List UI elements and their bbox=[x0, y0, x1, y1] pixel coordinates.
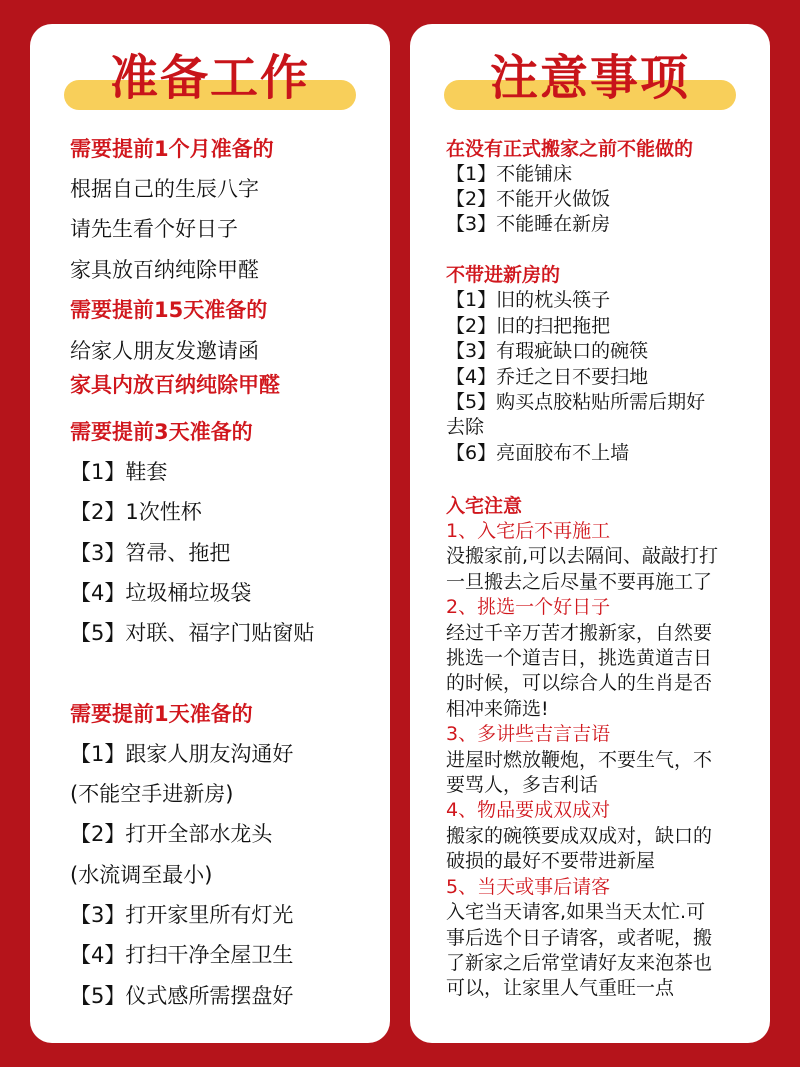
list-item: 【3】有瑕疵缺口的碗筷 bbox=[446, 340, 649, 362]
tip-line: 可以，让家里人气重旺一点 bbox=[446, 977, 675, 999]
tip-title: 1、入宅后不再施工 bbox=[446, 520, 611, 542]
right-header bbox=[410, 24, 770, 134]
list-item: 【2】打开全部水龙头 bbox=[70, 822, 273, 846]
section-heading: 需要提前1天准备的 bbox=[70, 702, 253, 726]
list-item: 【5】仪式感所需摆盘好 bbox=[70, 984, 294, 1008]
list-item: 【1】旧的枕头筷子 bbox=[446, 289, 611, 311]
list-item: 请先生看个好日子 bbox=[70, 217, 238, 241]
list-item: 【3】不能睡在新房 bbox=[446, 213, 611, 235]
list-item: 【5】对联、福字门贴窗贴 bbox=[70, 621, 315, 645]
tip-line: 没搬家前,可以去隔间、敲敲打打 bbox=[446, 545, 719, 567]
list-item: 【2】1次性杯 bbox=[70, 500, 202, 524]
tip-title: 4、物品要成双成对 bbox=[446, 799, 611, 821]
left-header bbox=[30, 24, 390, 134]
tip-line: 相冲来筛选! bbox=[446, 698, 549, 720]
list-item: 【1】跟家人朋友沟通好 bbox=[70, 742, 294, 766]
section-heading: 入宅注意 bbox=[446, 495, 523, 517]
section-heading: 需要提前3天准备的 bbox=[70, 420, 253, 444]
list-item: (水流调至最小) bbox=[70, 863, 213, 887]
list-item: 给家人朋友发邀请函 bbox=[70, 339, 259, 363]
section-heading: 需要提前1个月准备的 bbox=[70, 137, 274, 161]
list-item: 去除 bbox=[446, 416, 485, 438]
right-card bbox=[410, 24, 770, 1043]
section-heading: 在没有正式搬家之前不能做的 bbox=[446, 138, 694, 160]
tip-line: 入宅当天请客,如果当天太忙.可 bbox=[446, 901, 706, 923]
left-card bbox=[30, 24, 390, 1043]
tip-line: 经过千辛万苦才搬新家，自然要 bbox=[446, 622, 713, 644]
tip-line: 搬家的碗筷要成双成对，缺口的 bbox=[446, 825, 713, 847]
list-item: 【5】购买点胶粘贴所需后期好 bbox=[446, 391, 706, 413]
tip-line: 了新家之后常堂请好友来泡茶也 bbox=[446, 952, 713, 974]
list-item: 【3】笤帚、拖把 bbox=[70, 541, 231, 565]
tip-line: 破损的最好不要带进新屋 bbox=[446, 850, 656, 872]
tip-line: 事后选个日子请客，或者呢，搬 bbox=[446, 927, 713, 949]
tip-title: 5、当天或事后请客 bbox=[446, 876, 611, 898]
list-item: 【4】乔迁之日不要扫地 bbox=[446, 366, 649, 388]
tip-line: 进屋时燃放鞭炮，不要生气，不 bbox=[446, 749, 713, 771]
list-item: 家具放百纳纯除甲醛 bbox=[70, 258, 259, 282]
tip-line: 挑选一个道吉日，挑选黄道吉日 bbox=[446, 647, 713, 669]
section-heading: 不带进新房的 bbox=[446, 264, 561, 286]
tip-line: 要骂人，多吉利话 bbox=[446, 774, 599, 796]
tip-line: 一旦搬去之后尽量不要再施工了 bbox=[446, 571, 713, 593]
list-item: 【3】打开家里所有灯光 bbox=[70, 903, 294, 927]
list-item: 【6】亮面胶布不上墙 bbox=[446, 442, 630, 464]
list-item: 【1】不能铺床 bbox=[446, 163, 573, 185]
list-item: 根据自己的生辰八字 bbox=[70, 177, 259, 201]
left-title: 准备工作 bbox=[109, 50, 310, 106]
list-item: (不能空手进新房) bbox=[70, 782, 234, 806]
list-item: 【4】打扫干净全屋卫生 bbox=[70, 943, 294, 967]
right-title: 注意事项 bbox=[489, 50, 690, 106]
list-item: 【1】鞋套 bbox=[70, 460, 168, 484]
tip-title: 2、挑选一个好日子 bbox=[446, 596, 611, 618]
list-item: 【2】旧的扫把拖把 bbox=[446, 315, 611, 337]
list-item: 【2】不能开火做饭 bbox=[446, 188, 611, 210]
highlight-line: 家具内放百纳纯除甲醛 bbox=[70, 373, 280, 397]
tip-title: 3、多讲些吉言吉语 bbox=[446, 723, 611, 745]
list-item: 【4】垃圾桶垃圾袋 bbox=[70, 581, 252, 605]
section-heading: 需要提前15天准备的 bbox=[70, 298, 268, 322]
tip-line: 的时候，可以综合人的生肖是否 bbox=[446, 672, 713, 694]
